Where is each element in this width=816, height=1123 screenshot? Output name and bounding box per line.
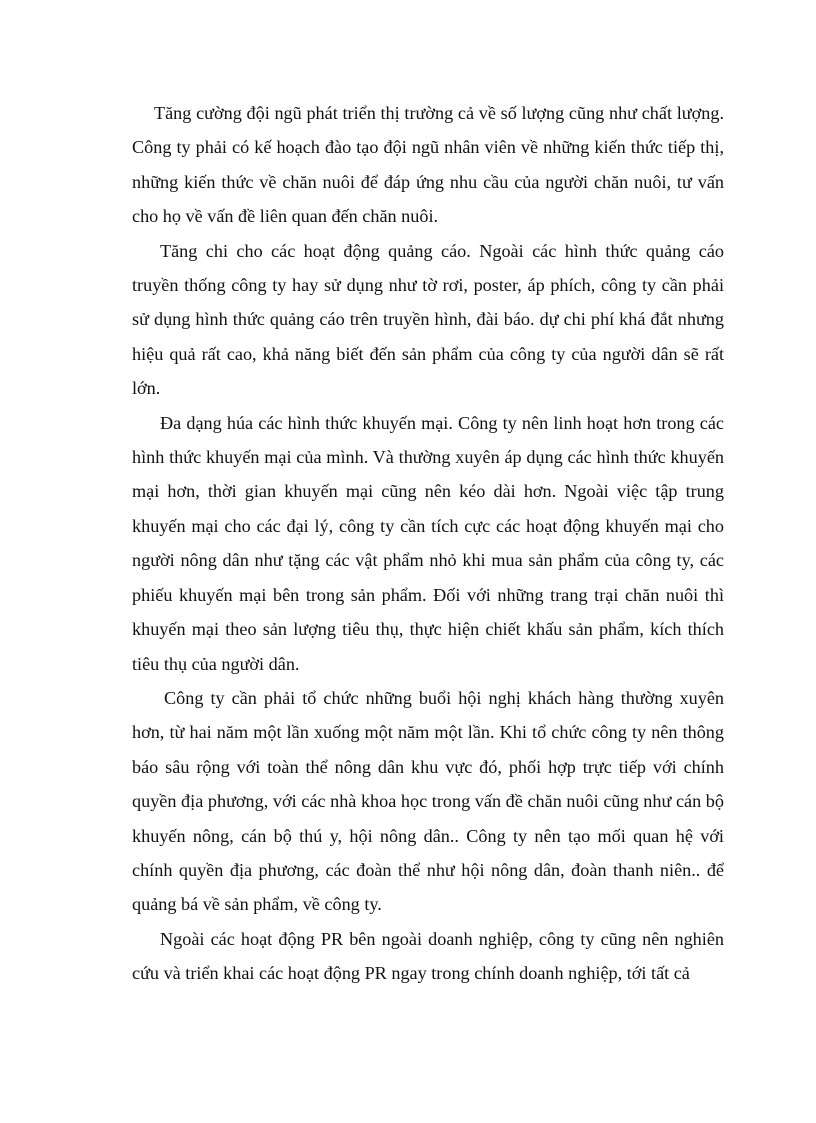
paragraph-promotions: Đa dạng húa các hình thức khuyến mại. Công ty nên linh hoạt hơn trong các hình thức khuyến mại của mình. Và thường xuyên áp dụng các hình thức khuyến mại hơn, thời gian khuyến mại cũng nên kéo dài hơn. Ngoài việc tập trung khuyến mại cho các đại lý, công ty cần tích cực các hoạt động khuyến mại cho người nông dân như tặng các vật phẩm nhỏ khi mua sản phẩm của công ty, các phiếu khuyến mại bên trong sản phẩm. Đối với những trang trại chăn nuôi thì khuyến mại theo sản lượng tiêu thụ, thực hiện chiết khấu sản phẩm, kích thích tiêu thụ của người dân. — [132, 412, 724, 674]
paragraph-advertising: Tăng chi cho các hoạt động quảng cáo. Ngoài các hình thức quảng cáo truyền thống công ty hay sử dụng như tờ rơi, poster, áp phích, công ty cần phải sử dụng hình thức quảng cáo trên truyền hình, đài báo. dự chi phí khá đắt nhưng hiệu quả rất cao, khả năng biết đến sản phẩm của công ty của người dân sẽ rất lớn. — [132, 240, 724, 399]
paragraph-customer-conferences: Công ty cần phải tổ chức những buổi hội nghị khách hàng thường xuyên hơn, từ hai năm một lần xuống một năm một lần. Khi tổ chức công ty nên thông báo sâu rộng với toàn thể nông dân khu vực đó, phối hợp trực tiếp với chính quyền địa phương, với các nhà khoa học trong vấn đề chăn nuôi cũng như cán bộ khuyến nông, cán bộ thú y, hội nông dân.. Công ty nên tạo mối quan hệ với chính quyền địa phương, các đoàn thể như hội nông dân, đoàn thanh niên.. để quảng bá về sản phẩm, về công ty. — [132, 687, 724, 915]
paragraph-sales-team: Tăng cường đội ngũ phát triển thị trường cả về số lượng cũng như chất lượng. Công ty phải có kế hoạch đào tạo đội ngũ nhân viên về những kiến thức tiếp thị, những kiến thức về chăn nuôi để đáp ứng nhu cầu của người chăn nuôi, tư vấn cho họ về vấn đề liên quan đến chăn nuôi. — [132, 103, 724, 227]
document-body — [132, 96, 724, 991]
paragraph-internal-pr: Ngoài các hoạt động PR bên ngoài doanh nghiệp, công ty cũng nên nghiên cứu và triển khai các hoạt động PR ngay trong chính doanh nghiệp, tới tất cả — [132, 928, 724, 984]
